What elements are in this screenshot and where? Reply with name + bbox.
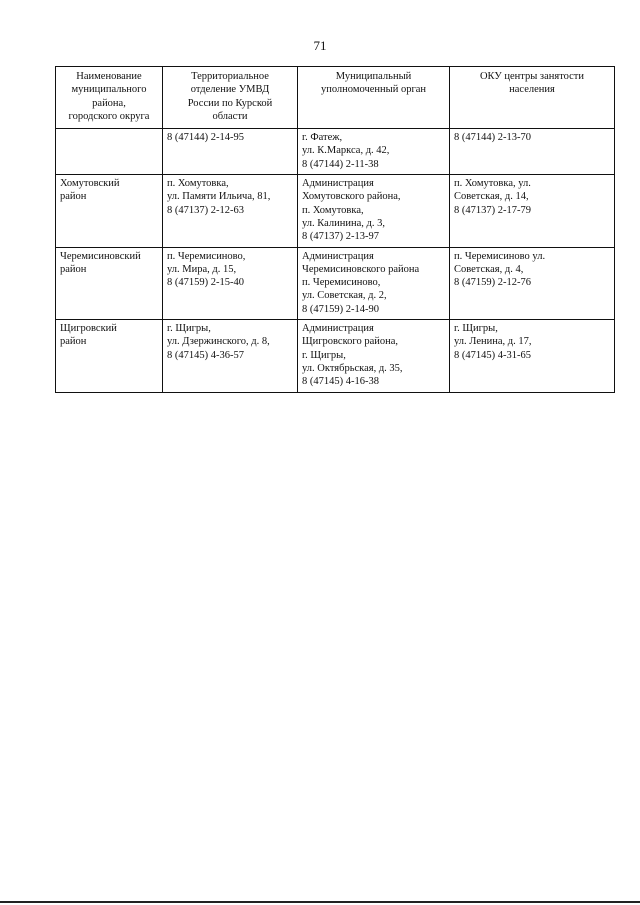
cell-line: п. Черемисиново ул. xyxy=(454,250,546,262)
header-employment xyxy=(450,67,615,129)
cell-line: п. Хомутовка, xyxy=(167,178,229,190)
cell-municipal xyxy=(298,175,450,247)
cell-line: 8 (47159) 2-14-90 xyxy=(302,303,379,315)
cell-municipal xyxy=(298,247,450,319)
cell-line: п. Черемисиново, xyxy=(167,250,246,262)
cell-line: район xyxy=(60,336,87,348)
page-bottom-edge xyxy=(0,901,640,903)
cell-umvd xyxy=(163,247,298,319)
cell-line: Щигровского района, xyxy=(302,336,398,348)
cell-line: Администрация xyxy=(302,323,374,335)
cell-line: ул. Октябрьская, д. 35, xyxy=(302,362,403,374)
table-row xyxy=(56,129,615,175)
header-line: района, xyxy=(92,97,126,109)
cell-line: Хомутовский xyxy=(60,178,120,190)
cell-line: п. Черемисиново, xyxy=(302,277,381,289)
header-line: отделение УМВД xyxy=(190,84,270,96)
cell-district xyxy=(56,129,163,175)
cell-line: 8 (47145) 4-36-57 xyxy=(167,349,244,361)
table-header-row xyxy=(56,67,615,129)
header-line: уполномоченный орган xyxy=(320,84,427,96)
cell-line: 8 (47159) 2-12-76 xyxy=(454,277,531,289)
cell-line: ул. Советская, д. 2, xyxy=(302,290,387,302)
table-row xyxy=(56,175,615,247)
cell-line: п. Хомутовка, ул. xyxy=(454,178,531,190)
header-line: Территориальное xyxy=(191,71,269,82)
cell-district xyxy=(56,320,163,392)
cell-line: Щигровский xyxy=(60,323,117,335)
cell-line: Черемисиновского района xyxy=(302,263,420,275)
cell-line: ул. Калинина, д. 3, xyxy=(302,217,385,229)
cell-line: Хомутовского района, xyxy=(302,191,401,203)
cell-line: Советская, д. 4, xyxy=(454,263,524,275)
page-number: 71 xyxy=(313,38,327,53)
header-district xyxy=(56,67,163,129)
cell-line: 8 (47145) 4-16-38 xyxy=(302,376,379,388)
cell-umvd xyxy=(163,129,298,175)
cell-line: Черемисиновский xyxy=(60,250,141,262)
cell-line: Администрация xyxy=(302,178,374,190)
cell-employment xyxy=(450,175,615,247)
header-line: муниципального xyxy=(71,84,147,96)
header-line: Муниципальный xyxy=(335,71,412,82)
header-line: России по Курской xyxy=(187,97,273,109)
cell-line: г. Фатеж, xyxy=(302,132,343,144)
cell-line: г. Щигры, xyxy=(302,349,346,361)
cell-employment xyxy=(450,247,615,319)
cell-line: ул. Памяти Ильича, 81, xyxy=(167,191,271,203)
cell-umvd xyxy=(163,320,298,392)
cell-employment xyxy=(450,129,615,175)
cell-line: район xyxy=(60,191,87,203)
cell-line: ул. Мира, д. 15, xyxy=(167,263,237,275)
cell-employment xyxy=(450,320,615,392)
cell-line: ул. Ленина, д. 17, xyxy=(454,336,532,348)
cell-line: 8 (47137) 2-13-97 xyxy=(302,231,379,243)
cell-line: 8 (47144) 2-13-70 xyxy=(454,132,531,144)
header-line: ОКУ центры занятости xyxy=(479,71,585,82)
table-row xyxy=(56,247,615,319)
cell-line: 8 (47159) 2-15-40 xyxy=(167,277,244,289)
cell-umvd xyxy=(163,175,298,247)
cell-line: Советская, д. 14, xyxy=(454,191,529,203)
cell-line: ул. Дзержинского, д. 8, xyxy=(167,336,270,348)
cell-line: 8 (47137) 2-12-63 xyxy=(167,204,244,216)
header-line: Наименование xyxy=(76,71,142,82)
cell-line: г. Щигры, xyxy=(167,323,211,335)
cell-line: 8 (47145) 4-31-65 xyxy=(454,349,531,361)
cell-line: п. Хомутовка, xyxy=(302,204,364,216)
cell-line: г. Щигры, xyxy=(454,323,498,335)
cell-line: 8 (47144) 2-14-95 xyxy=(167,132,244,144)
cell-municipal xyxy=(298,320,450,392)
cell-district xyxy=(56,247,163,319)
contacts-table xyxy=(55,66,615,393)
cell-line: ул. К.Маркса, д. 42, xyxy=(302,145,390,157)
cell-line: 8 (47137) 2-17-79 xyxy=(454,204,531,216)
cell-municipal xyxy=(298,129,450,175)
table-row xyxy=(56,320,615,392)
header-umvd xyxy=(163,67,298,129)
header-municipal xyxy=(298,67,450,129)
header-line: населения xyxy=(509,84,555,96)
cell-line: 8 (47144) 2-11-38 xyxy=(302,158,379,170)
cell-line: район xyxy=(60,263,87,275)
cell-line: Администрация xyxy=(302,250,374,262)
cell-district xyxy=(56,175,163,247)
header-line: области xyxy=(212,110,248,122)
header-line: городского округа xyxy=(68,110,150,122)
